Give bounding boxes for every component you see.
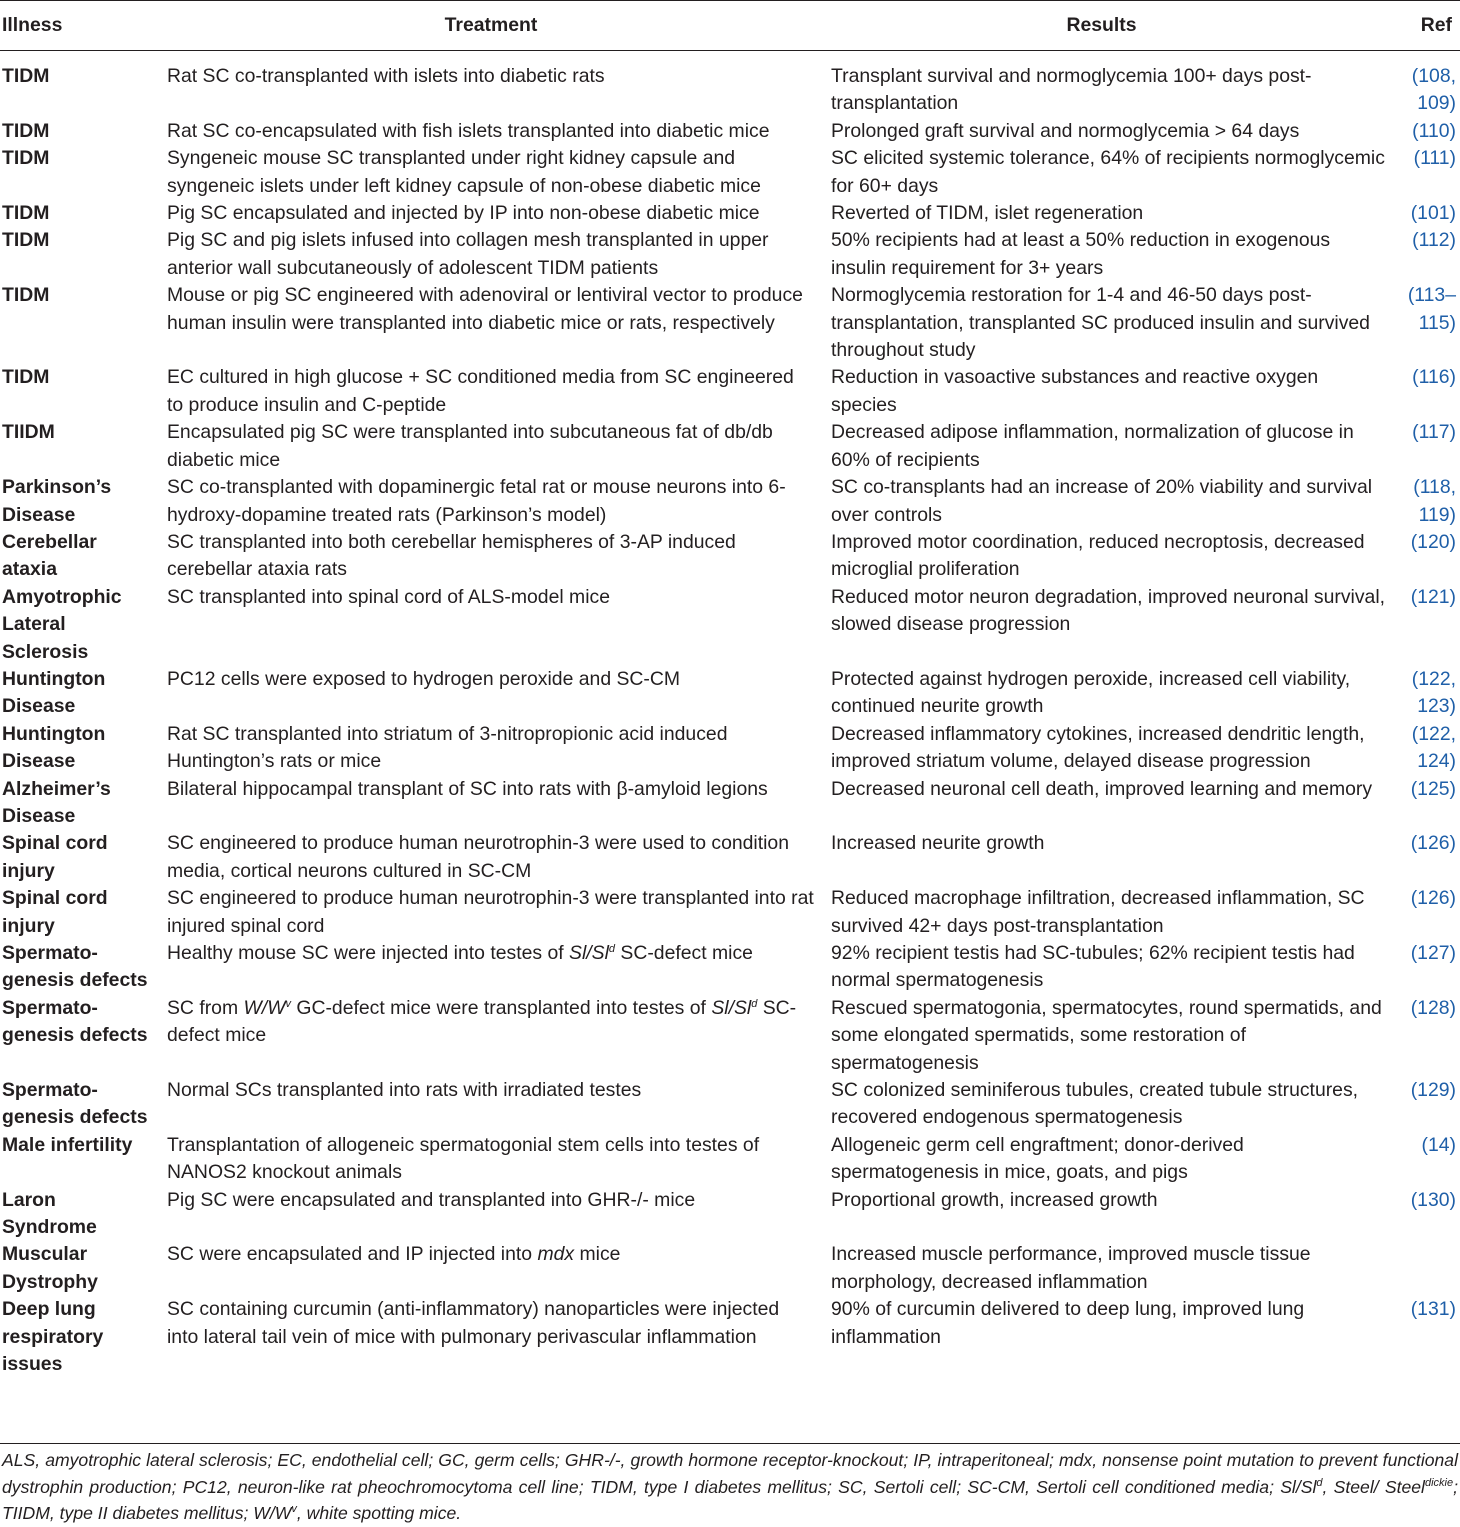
header-ref: Ref [1420, 13, 1452, 36]
cell-treatment: Rat SC co-transplanted with islets into diabetic rats [167, 65, 605, 87]
cell-illness: Spermato-genesis defects [2, 942, 148, 992]
cell-treatment: SC transplanted into both cerebellar hemispheres of 3-AP induced cerebellar ataxia rats [167, 530, 736, 581]
cell-treatment [154, 940, 815, 967]
cell-treatment: Mouse or pig SC engineered with adenoviral or lentiviral vector to produce human insulin were transplanted into diabetic mice or rats, respectively [167, 284, 803, 334]
cell-ref[interactable]: (101) [1410, 202, 1456, 225]
cell-results: Reduced motor neuron degradation, improved neuronal survival, slowed disease progression [831, 585, 1386, 636]
cell-illness: Muscular Dystrophy [2, 1243, 98, 1293]
treatment-sup1-text: d [608, 943, 616, 955]
table-row [0, 529, 1460, 584]
treatment-it1-text: W/W [243, 996, 286, 1019]
cell-results: Proportional growth, increased growth [831, 1188, 1158, 1211]
cell-ref[interactable]: (122, 123) [1411, 667, 1456, 718]
table-row [0, 940, 1460, 995]
header-illness: Illness [2, 13, 63, 36]
cell-results: Reverted of TIDM, islet regeneration [831, 202, 1144, 225]
footnote-part2: , Steel/ Steel [1322, 1476, 1425, 1497]
cell-treatment: Transplantation of allogeneic spermatogonial stem cells into testes of NANOS2 knockout animals [167, 1133, 760, 1184]
table-body [0, 51, 1460, 1379]
table-row [0, 63, 1460, 118]
treatment-sup1-text: v [285, 997, 291, 1010]
cell-results: Improved motor coordination, reduced necroptosis, decreased microglial proliferation [831, 530, 1365, 581]
cell-results: 50% recipients had at least a 50% reduction in exogenous insulin requirement for 3+ years [831, 229, 1331, 279]
treatment-post-text: mice [574, 1243, 621, 1266]
cell-results: Decreased adipose inflammation, normalization of glucose in 60% of recipients [831, 421, 1354, 471]
cell-illness: TIDM [2, 366, 50, 389]
table-row [0, 995, 1460, 1077]
table-row [0, 721, 1460, 776]
cell-results: Prolonged graft survival and normoglycemia > 64 days [831, 119, 1300, 142]
cell-illness: TIDM [2, 202, 50, 225]
cell-ref[interactable]: (113–115) [1407, 284, 1456, 334]
cell-treatment: Pig SC and pig islets infused into collagen mesh transplanted in upper anterior wall subcutaneously of adolescent TIDM patients [167, 229, 769, 279]
table-row [0, 1187, 1460, 1242]
cell-results: SC elicited systemic tolerance, 64% of recipients normoglycemic for 60+ days [831, 147, 1385, 197]
cell-treatment: Encapsulated pig SC were transplanted into subcutaneous fat of db/db diabetic mice [167, 421, 773, 471]
cell-results: Decreased neuronal cell death, improved learning and memory [831, 777, 1373, 800]
cell-illness: Spinal cord injury [2, 832, 108, 882]
cell-treatment: SC containing curcumin (anti-inflammatory) nanoparticles were injected into lateral tail vein of mice with pulmonary perivascular inflammation [167, 1298, 780, 1348]
table-row [0, 830, 1460, 885]
cell-results: 92% recipient testis had SC-tubules; 62% recipient testis had normal spermatogenesis [831, 942, 1355, 992]
cell-treatment: Rat SC transplanted into striatum of 3-nitropropionic acid induced Huntington’s rats or mice [167, 722, 728, 773]
cell-illness: Cerebellar ataxia [2, 530, 97, 581]
cell-ref[interactable]: (125) [1410, 777, 1456, 800]
treatment-mid-text: GC-defect mice were transplanted into testes of [291, 996, 712, 1019]
cell-ref[interactable]: (122, 124) [1411, 722, 1456, 773]
cell-illness: Spinal cord injury [2, 887, 108, 937]
cell-ref[interactable]: (131) [1410, 1298, 1456, 1321]
cell-results: SC colonized seminiferous tubules, created tubule structures, recovered endogenous spermatogenesis [831, 1079, 1359, 1129]
cell-treatment: EC cultured in high glucose + SC conditioned media from SC engineered to produce insulin and C-peptide [167, 366, 794, 416]
cell-illness: Deep lung respiratory issues [2, 1298, 104, 1376]
table-row [0, 118, 1460, 145]
cell-illness: Spermato-genesis defects [2, 996, 148, 1047]
cell-illness: TIDM [2, 284, 50, 307]
treatment-post-text: SC-defect mice [615, 942, 753, 964]
cell-results: Reduction in vasoactive substances and reactive oxygen species [831, 366, 1319, 416]
cell-treatment: SC co-transplanted with dopaminergic fetal rat or mouse neurons into 6-hydroxy-dopamine treated rats (Parkinson’s model) [167, 476, 786, 526]
table-row [0, 200, 1460, 227]
cell-ref[interactable]: (117) [1412, 421, 1456, 444]
header-treatment: Treatment [444, 13, 538, 36]
cell-illness: Huntington Disease [2, 667, 106, 718]
cell-treatment: Pig SC were encapsulated and transplanted into GHR-/- mice [167, 1188, 696, 1211]
cell-ref[interactable]: (111) [1413, 147, 1456, 170]
cell-ref[interactable]: (116) [1412, 366, 1456, 389]
table-row [0, 776, 1460, 831]
cell-results: Decreased inflammatory cytokines, increased dendritic length, improved striatum volume, delayed disease progression [831, 722, 1365, 773]
table-row [0, 584, 1460, 666]
table-row [0, 364, 1460, 419]
table-row [0, 666, 1460, 721]
treatment-pre-text: SC from [167, 996, 244, 1019]
treatment-pre-text: SC were encapsulated and IP injected into [167, 1243, 538, 1266]
cell-treatment [154, 995, 815, 1050]
cell-results: Allogeneic germ cell engraftment; donor-derived spermatogenesis in mice, goats, and pigs [831, 1133, 1244, 1184]
cell-ref[interactable]: (128) [1410, 996, 1456, 1019]
cell-ref[interactable]: (120) [1410, 530, 1456, 553]
cell-illness: Laron Syndrome [2, 1188, 97, 1239]
cell-illness: TIDM [2, 229, 50, 252]
cell-results: Increased neurite growth [831, 832, 1045, 855]
table-row [0, 1077, 1460, 1132]
footnote-part1: ALS, amyotrophic lateral sclerosis; EC, endothelial cell; GC, germ cells; GHR-/-, growth hormone receptor-knockout; IP, intraperitoneal; mdx, nonsense point mutation to prevent functional dystrophin production; PC12, neuron-like rat pheochromocytoma cell line; TIDM, type I diabetes mellitus; SC, Sertoli cell; SC-CM, Sertoli cell conditioned media; Sl/Sl [2, 1450, 1458, 1497]
footnote-part3: ; TIIDM, type II diabetes mellitus; W/W [2, 1476, 1458, 1523]
cell-illness: TIDM [2, 65, 50, 87]
footnote-sup3: v [291, 1503, 297, 1515]
cell-treatment: Syngeneic mouse SC transplanted under right kidney capsule and syngeneic islets under left kidney capsule of non-obese diabetic mice [167, 147, 761, 197]
cell-illness: Amyotrophic Lateral Sclerosis [2, 585, 122, 663]
footnote-sup1: d [1316, 1476, 1323, 1489]
cell-treatment: SC engineered to produce human neurotrophin-3 were used to condition media, cortical neurons cultured in SC-CM [167, 832, 789, 882]
cell-illness: Parkinson’s Disease [2, 476, 112, 526]
cell-treatment: Normal SCs transplanted into rats with irradiated testes [167, 1079, 642, 1102]
cell-results: Rescued spermatogonia, spermatocytes, round spermatids, and some elongated spermatids, some restoration of spermatogenesis [831, 996, 1382, 1074]
cell-illness: Spermato-genesis defects [2, 1079, 148, 1129]
cell-results: SC co-transplants had an increase of 20% viability and survival over controls [831, 476, 1373, 526]
cell-results: Protected against hydrogen peroxide, increased cell viability, continued neurite growth [831, 667, 1351, 718]
cell-treatment: SC transplanted into spinal cord of ALS-model mice [167, 585, 610, 608]
cell-ref[interactable]: (14) [1421, 1133, 1456, 1156]
treatment-post-text: SC-defect mice [167, 996, 797, 1047]
table-row [0, 885, 1460, 940]
cell-illness: TIIDM [2, 421, 55, 444]
cell-treatment [154, 1241, 815, 1268]
footnote-part4: , white spotting mice. [296, 1503, 462, 1523]
cell-illness: Huntington Disease [2, 722, 106, 773]
table-row [0, 1241, 1460, 1296]
treatment-it1-text: mdx [537, 1243, 575, 1266]
cell-ref[interactable]: (112) [1412, 229, 1456, 252]
cell-results: 90% of curcumin delivered to deep lung, improved lung inflammation [831, 1298, 1305, 1348]
cell-ref[interactable]: (129) [1410, 1079, 1456, 1102]
table-row [0, 282, 1460, 364]
table-row [0, 419, 1460, 474]
header-results: Results [1066, 13, 1137, 36]
cell-treatment: Rat SC co-encapsulated with fish islets transplanted into diabetic mice [167, 119, 770, 142]
cell-treatment: PC12 cells were exposed to hydrogen peroxide and SC-CM [167, 667, 681, 690]
cell-illness: TIDM [2, 119, 50, 142]
table-row [0, 1132, 1460, 1187]
treatment-pre-text: Healthy mouse SC were injected into testes of [167, 942, 570, 964]
cell-illness: Alzheimer’s Disease [2, 777, 111, 827]
cell-treatment: Bilateral hippocampal transplant of SC into rats with β-amyloid legions [167, 777, 768, 800]
cell-ref[interactable]: (130) [1410, 1188, 1456, 1211]
footnote-sup2: dickie [1424, 1476, 1454, 1489]
table-row [0, 145, 1460, 200]
cell-ref[interactable]: (118, 119) [1413, 476, 1456, 526]
cell-illness: TIDM [2, 147, 50, 170]
treatment-it2-text: Sl/Sl [711, 996, 752, 1019]
cell-ref[interactable]: (126) [1410, 887, 1456, 910]
cell-results: Normoglycemia restoration for 1-4 and 46-50 days post-transplantation, transplanted SC produced insulin and survived throughout study [831, 284, 1370, 362]
treatment-sup2-text: d [751, 997, 758, 1010]
cell-results: Increased muscle performance, improved muscle tissue morphology, decreased inflammation [831, 1243, 1311, 1293]
cell-ref[interactable]: (108, 109) [1411, 65, 1456, 115]
cell-ref[interactable]: (121) [1410, 585, 1456, 608]
cell-ref[interactable]: (126) [1410, 832, 1456, 855]
treatment-it1-text: Sl/Sl [569, 942, 609, 964]
table-bottom-rule [0, 1443, 1460, 1444]
table-row [0, 474, 1460, 529]
cell-ref[interactable]: (127) [1410, 942, 1456, 964]
cell-treatment: SC engineered to produce human neurotrophin-3 were transplanted into rat injured spinal cord [167, 887, 814, 937]
cell-illness: Male infertility [2, 1133, 133, 1156]
table-header-row [0, 1, 1460, 51]
table-row [0, 227, 1460, 282]
cell-results: Transplant survival and normoglycemia 100+ days post-transplantation [831, 65, 1312, 115]
cell-results: Reduced macrophage infiltration, decreased inflammation, SC survived 42+ days post-transplantation [831, 887, 1365, 937]
table-row [0, 1296, 1460, 1378]
table-footnote [2, 1447, 1458, 1527]
cell-treatment: Pig SC encapsulated and injected by IP into non-obese diabetic mice [167, 202, 760, 225]
cell-ref[interactable]: (110) [1412, 119, 1456, 142]
